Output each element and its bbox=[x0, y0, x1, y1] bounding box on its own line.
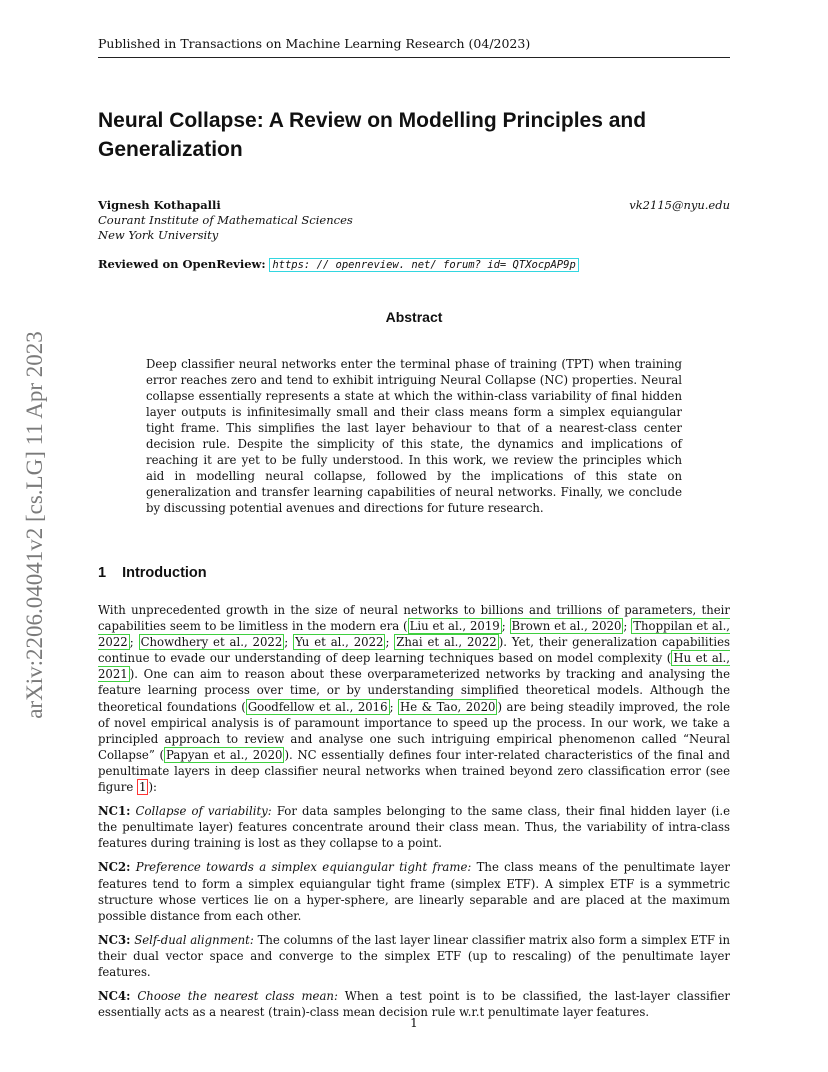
section-heading-introduction bbox=[98, 565, 207, 581]
abstract-heading: Abstract bbox=[385, 309, 443, 325]
citation-link[interactable]: Liu et al., 2019 bbox=[409, 619, 500, 634]
nc-text: When a test point is to be classified, the last-layer classifier essentially acts as a nearest (train)-class mean decision rule w.r.t penultimate layer features. bbox=[98, 989, 730, 1020]
author-block bbox=[98, 198, 730, 243]
intro-paragraph bbox=[98, 602, 730, 795]
citation-link[interactable]: Chowdhery et al., 2022 bbox=[140, 635, 283, 650]
paper-title: Neural Collapse: A Review on Modelling Principles and Generalization bbox=[98, 109, 647, 161]
citation-link[interactable]: He & Tao, 2020 bbox=[400, 699, 496, 714]
nc-title: Collapse of variability: bbox=[135, 804, 272, 819]
nc-title: Choose the nearest class mean: bbox=[137, 989, 338, 1004]
arxiv-side-stamp bbox=[10, 290, 60, 760]
nc-label: NC1: bbox=[98, 804, 131, 819]
section-title: Introduction bbox=[122, 565, 207, 581]
author-affiliation-institute: Courant Institute of Mathematical Sciences bbox=[98, 213, 353, 227]
text-run: ) are being steadily improved, the role of novel empirical analysis is of paramount importance to speed up the process. In our work, we take a principled approach to review and analyse one such intriguing empirical phenomenon called “Neural Collapse” ( bbox=[98, 699, 730, 762]
nc1-item bbox=[98, 803, 730, 851]
text-run: ). One can aim to reason about these overparameterized networks by tracking and analysing the feature learning process over time, or by understanding simplified theoretical models. Although the theoretical foundations ( bbox=[98, 667, 730, 714]
nc-label: NC3: bbox=[98, 932, 131, 947]
arxiv-id-text: arXiv:2206.04041v2 [cs.LG] 11 Apr 2023 bbox=[22, 331, 47, 719]
citation-link[interactable]: Hu et al., 2021 bbox=[98, 651, 730, 682]
journal-header: Published in Transactions on Machine Learning Research (04/2023) bbox=[98, 36, 730, 58]
text-run: ; bbox=[284, 635, 294, 650]
citation-link[interactable]: Thoppilan et al., 2022 bbox=[98, 619, 731, 650]
nc-title: Preference towards a simplex equiangular tight frame: bbox=[135, 860, 472, 875]
section-number: 1 bbox=[98, 565, 107, 581]
text-run: ; bbox=[501, 619, 510, 634]
text-run: ). NC essentially defines four inter-related characteristics of the final and penultimate layers in deep classifier neural networks when trained beyond zero classification error (see figure bbox=[98, 747, 730, 795]
nc-label: NC4: bbox=[98, 989, 131, 1004]
text-run: With unprecedented growth in the size of neural networks to billions and trillions of parameters, their capabilities seem to be limitless in the modern era ( bbox=[98, 603, 730, 634]
openreview-link[interactable]: https: // openreview. net/ forum? id= QTXocpAP9p bbox=[269, 258, 578, 272]
author-affiliation-university: New York University bbox=[98, 228, 219, 242]
author-email[interactable]: vk2115@nyu.edu bbox=[629, 198, 730, 212]
page-number: 1 bbox=[410, 1016, 418, 1030]
text-run: ; bbox=[389, 699, 399, 714]
citation-link[interactable]: Yu et al., 2022 bbox=[295, 635, 384, 650]
author-name: Vignesh Kothapalli bbox=[98, 198, 221, 212]
nc3-item bbox=[98, 932, 730, 980]
introduction-body bbox=[98, 602, 730, 1028]
citation-link[interactable]: Zhai et al., 2022 bbox=[396, 635, 497, 650]
openreview-line bbox=[98, 257, 730, 271]
citation-link[interactable]: Brown et al., 2020 bbox=[511, 619, 622, 634]
figure-reference-link[interactable]: 1 bbox=[139, 780, 147, 795]
nc-text: The columns of the last layer linear classifier matrix also form a simplex ETF in their dual vector space and converge to the simplex ETF (up to rescaling) of the penultimate layer features. bbox=[98, 932, 731, 979]
text-run: ; bbox=[129, 635, 139, 650]
text-run: ; bbox=[385, 635, 395, 650]
text-run: ; bbox=[623, 619, 632, 634]
text-run: ). Yet, their generalization capabilities continue to evade our understanding of deep learning techniques based on model complexity ( bbox=[98, 635, 730, 666]
openreview-label: Reviewed on OpenReview: bbox=[98, 257, 266, 271]
citation-link[interactable]: Papyan et al., 2020 bbox=[166, 747, 283, 762]
nc-text: The class means of the penultimate layer features tend to form a simplex equiangular tight frame (simplex ETF). A simplex ETF is a symmetric structure whose vertices lie on a hyper-sphere, are linearly separable and are placed at the maximum possible distance from each other. bbox=[98, 860, 730, 923]
abstract-text: Deep classifier neural networks enter the terminal phase of training (TPT) when training error reaches zero and tend to exhibit intriguing Neural Collapse (NC) properties. Neural collapse essentially represents a state at which the within-class variability of final hidden layer outputs is infinitesimally small and their class means form a simplex equiangular tight frame. This simplifies the last layer behaviour to that of a nearest-class center decision rule. Despite the simplicity of this state, the dynamics and implications of reaching it are yet to be fully understood. In this work, we review the principles which aid in modelling neural collapse, followed by the implications of this state on generalization and transfer learning capabilities of neural networks. Finally, we conclude by discussing potential avenues and directions for future research. bbox=[146, 357, 682, 515]
nc-text: For data samples belonging to the same class, their final hidden layer (i.e the penultimate layer) features concentrate around their class mean. Thus, the variability of intra-class features during training is lost as they collapse to a point. bbox=[98, 804, 730, 851]
text-run: ): bbox=[148, 780, 157, 795]
nc-title: Self-dual alignment: bbox=[134, 932, 254, 947]
citation-link[interactable]: Goodfellow et al., 2016 bbox=[247, 699, 388, 714]
nc-label: NC2: bbox=[98, 860, 131, 875]
nc2-item bbox=[98, 859, 730, 923]
